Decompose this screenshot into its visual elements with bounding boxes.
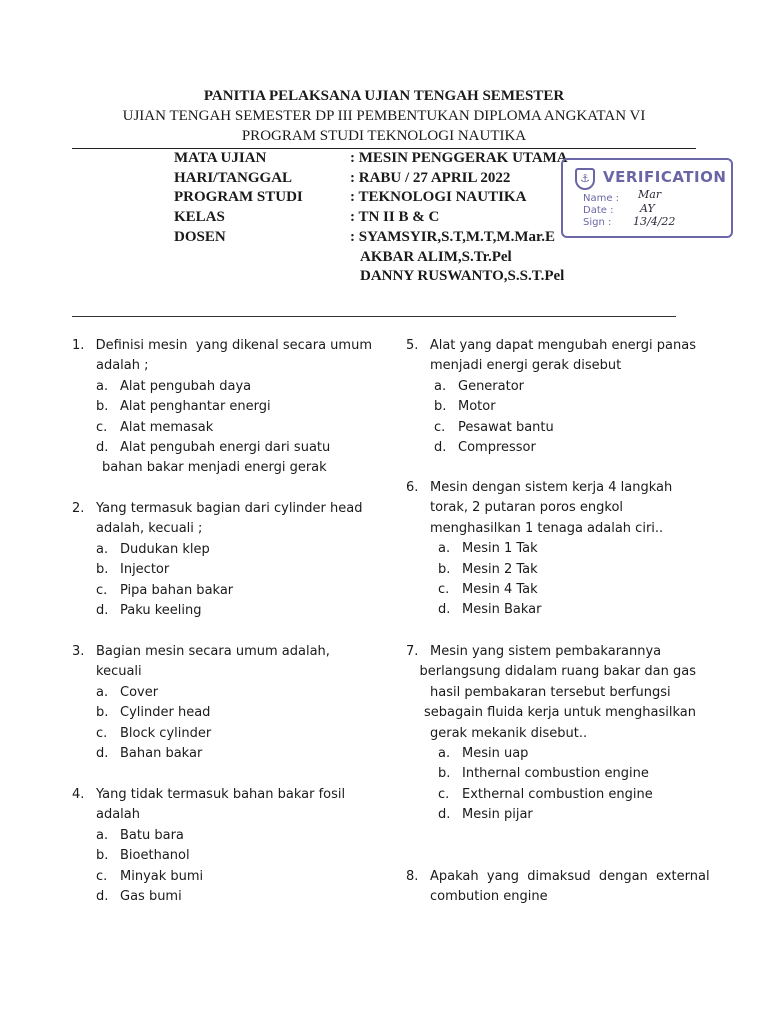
question-text (72, 642, 372, 662)
question-line: Yang tidak termasuk bahan bakar fosil (96, 787, 346, 802)
question-line: adalah (96, 807, 141, 823)
option-letter: d. (96, 889, 109, 905)
stamp-name-handwriting: Mar (638, 188, 662, 201)
option-letter: a. (434, 378, 447, 394)
question-line: torak, 2 putaran poros engkol (430, 500, 624, 516)
question-number: 7. (406, 644, 419, 659)
info-label: KELAS (174, 209, 225, 226)
answer-option (72, 377, 372, 397)
question-text-continued (406, 703, 696, 723)
answer-option (406, 744, 696, 764)
question-number: 4. (72, 787, 85, 802)
option-letter: d. (96, 440, 109, 456)
question-text (72, 499, 372, 519)
question-text-continued (406, 519, 696, 539)
info-row-date (174, 169, 568, 189)
answer-option (406, 600, 696, 620)
question-text-continued (406, 662, 696, 682)
option-text: Minyak bumi (120, 868, 204, 884)
stamp-date-label: Date : (583, 205, 614, 216)
answer-option (72, 846, 372, 866)
option-letter: c. (96, 868, 108, 884)
answer-option (72, 601, 372, 621)
stamp-sign-label: Sign : (583, 217, 612, 228)
option-letter: d. (434, 440, 447, 456)
question-line: adalah, kecuali ; (96, 521, 203, 537)
exam-info (174, 149, 568, 287)
option-text: Mesin uap (462, 746, 529, 762)
option-letter: a. (438, 746, 451, 762)
option-letter: a. (438, 541, 451, 557)
question-indent (406, 662, 420, 682)
option-text: Mesin Bakar (462, 602, 542, 618)
option-letter: b. (96, 562, 109, 578)
info-label: PROGRAM STUDI (174, 189, 303, 206)
option-text: Mesin 4 Tak (462, 582, 538, 598)
option-text: Dudukan klep (120, 541, 210, 557)
option-letter: b. (434, 399, 447, 415)
question-number: 2. (72, 501, 85, 516)
question-line: kecuali (96, 664, 142, 680)
question-indent (406, 683, 430, 703)
question-indent (406, 887, 430, 907)
section-divider (72, 316, 676, 317)
stamp-title: VERIFICATION (603, 168, 727, 186)
info-lecturer-2: AKBAR ALIM,S.Tr.Pel (360, 248, 512, 265)
question-number: 1. (72, 338, 85, 353)
answer-option (72, 418, 372, 438)
question-text-continued (72, 519, 372, 539)
option-text: Mesin 2 Tak (462, 561, 538, 577)
question-text (72, 785, 372, 805)
option-text: Generator (458, 378, 525, 394)
answer-option (406, 560, 696, 580)
answer-option (406, 764, 696, 784)
question-text (406, 336, 696, 356)
option-letter: d. (96, 746, 109, 762)
question-indent (406, 498, 430, 518)
option-text: Inthernal combustion engine (462, 766, 649, 782)
answer-option (72, 540, 372, 560)
question-line: hasil pembakaran tersebut berfungsi (430, 684, 671, 700)
answer-option (72, 867, 372, 887)
question-6 (406, 478, 696, 621)
answer-option (406, 785, 696, 805)
stamp-date-handwriting: AY (640, 202, 655, 215)
info-value: : RABU / 27 APRIL 2022 (350, 169, 511, 186)
option-letter: c. (434, 419, 446, 435)
answer-option (406, 377, 696, 397)
header-subtitle: UJIAN TENGAH SEMESTER DP III PEMBENTUKAN DIPLOMA ANGKATAN VI (122, 108, 646, 124)
verification-stamp (561, 158, 733, 238)
answer-option (72, 581, 372, 601)
question-text (406, 642, 696, 662)
option-text: Block cylinder (120, 725, 212, 741)
question-indent (406, 519, 430, 539)
question-indent (72, 662, 96, 682)
option-letter: c. (96, 582, 108, 598)
question-number: 6. (406, 480, 419, 495)
info-value: : SYAMSYIR,S.T,M.T,M.Mar.E (350, 228, 556, 245)
question-1 (72, 336, 372, 479)
question-number: 3. (72, 644, 85, 659)
info-value: : TEKNOLOGI NAUTIKA (350, 189, 527, 206)
answer-option (72, 703, 372, 723)
option-letter: b. (96, 399, 109, 415)
option-text: Bioethanol (120, 848, 190, 864)
option-letter: d. (438, 807, 451, 823)
question-4 (72, 785, 372, 907)
question-5 (406, 336, 696, 458)
option-text: Paku keeling (120, 603, 202, 619)
option-text: Exthernal combustion engine (462, 786, 653, 802)
question-line: Apakah yang dimaksud dengan external (430, 869, 710, 884)
stamp-sign-handwriting: 13/4/22 (633, 215, 676, 228)
option-text: Alat memasak (120, 419, 214, 435)
question-line: Mesin yang sistem pembakarannya (430, 644, 662, 659)
question-line: adalah ; (96, 358, 149, 374)
option-letter: c. (96, 419, 108, 435)
header-program: PROGRAM STUDI TEKNOLOGI NAUTIKA (241, 128, 527, 144)
question-line: Definisi mesin yang dikenal secara umum (95, 338, 372, 353)
info-label: MATA UJIAN (174, 150, 267, 166)
info-value: : TN II B & C (350, 209, 440, 226)
option-letter: a. (96, 684, 109, 700)
option-letter: d. (96, 603, 109, 619)
option-letter: b. (96, 848, 109, 864)
info-row-subject (174, 149, 568, 169)
info-row-lecturer (174, 228, 568, 248)
option-letter: c. (438, 582, 450, 598)
option-text: Alat penghantar energi (120, 399, 271, 415)
question-text-continued (72, 662, 372, 682)
answer-option (406, 805, 696, 825)
option-text-continued: bahan bakar menjadi energi gerak (102, 460, 327, 476)
question-line: Bagian mesin secara umum adalah, (96, 644, 330, 659)
answer-option (406, 418, 696, 438)
question-2 (72, 499, 372, 621)
answer-option (72, 744, 372, 764)
answer-option (406, 580, 696, 600)
question-text-continued (72, 356, 372, 376)
option-text: Injector (120, 562, 170, 578)
option-text: Compressor (458, 440, 536, 456)
option-letter: a. (96, 827, 109, 843)
question-line: menghasilkan 1 tenaga adalah ciri.. (430, 520, 664, 536)
option-letter: b. (96, 705, 109, 721)
question-text-continued (406, 356, 696, 376)
info-row-program (174, 188, 568, 208)
question-line: combution engine (430, 889, 548, 905)
answer-option (72, 683, 372, 703)
question-line: berlangsung didalam ruang bakar dan gas (419, 664, 696, 680)
answer-option (72, 397, 372, 417)
question-number: 5. (406, 338, 419, 353)
option-letter: c. (438, 786, 450, 802)
option-text: Alat pengubah daya (120, 378, 252, 394)
question-indent (406, 724, 430, 744)
question-line: Mesin dengan sistem kerja 4 langkah (430, 480, 673, 495)
option-text: Cover (120, 684, 159, 700)
question-number: 8. (406, 869, 419, 884)
question-indent (406, 703, 424, 723)
question-text-continued (406, 683, 696, 703)
question-indent (406, 356, 430, 376)
question-line: sebagain fluida kerja untuk menghasilkan (423, 705, 696, 721)
answer-option (406, 539, 696, 559)
option-letter: b. (438, 561, 451, 577)
stamp-name-label: Name : (583, 193, 620, 204)
answer-option (72, 887, 372, 907)
option-text: Bahan bakar (120, 746, 203, 762)
option-letter: a. (96, 541, 109, 557)
question-text (72, 336, 372, 356)
question-indent (72, 519, 96, 539)
option-text: Cylinder head (120, 705, 211, 721)
emblem-icon: ⚓ (575, 168, 595, 190)
answer-option (72, 438, 372, 458)
question-8 (406, 867, 710, 908)
question-7 (406, 642, 696, 826)
option-text: Pesawat bantu (458, 419, 554, 435)
question-line: menjadi energi gerak disebut (430, 358, 622, 374)
question-line: Yang termasuk bagian dari cylinder head (96, 501, 363, 516)
header-title: PANITIA PELAKSANA UJIAN TENGAH SEMESTER (203, 88, 565, 104)
option-letter: a. (96, 378, 109, 394)
option-letter: d. (438, 602, 451, 618)
option-text: Motor (458, 399, 496, 415)
answer-option (406, 438, 696, 458)
option-text: Mesin pijar (462, 807, 533, 823)
info-row-class (174, 208, 568, 228)
question-text-continued (406, 498, 696, 518)
question-text (406, 478, 696, 498)
option-letter: b. (438, 766, 451, 782)
option-text: Batu bara (120, 827, 184, 843)
option-letter: c. (96, 725, 108, 741)
answer-option (72, 560, 372, 580)
option-text: Mesin 1 Tak (462, 541, 538, 557)
question-line: gerak mekanik disebut.. (430, 725, 588, 741)
answer-option (406, 397, 696, 417)
question-3 (72, 642, 372, 764)
option-text: Gas bumi (120, 889, 182, 905)
option-text: Alat pengubah energi dari suatu (120, 440, 331, 456)
answer-option (72, 724, 372, 744)
question-text-continued (406, 724, 696, 744)
question-indent (72, 805, 96, 825)
question-text-continued (72, 805, 372, 825)
question-text (406, 867, 710, 887)
info-lecturer-3: DANNY RUSWANTO,S.S.T.Pel (360, 268, 565, 285)
info-label: DOSEN (174, 228, 226, 245)
info-label: HARI/TANGGAL (174, 169, 293, 186)
question-text-continued (406, 887, 696, 907)
answer-option (72, 826, 372, 846)
question-indent (72, 356, 96, 376)
option-text: Pipa bahan bakar (120, 582, 234, 598)
question-line: Alat yang dapat mengubah energi panas (429, 338, 696, 353)
info-value: : MESIN PENGGERAK UTAMA (350, 150, 568, 166)
